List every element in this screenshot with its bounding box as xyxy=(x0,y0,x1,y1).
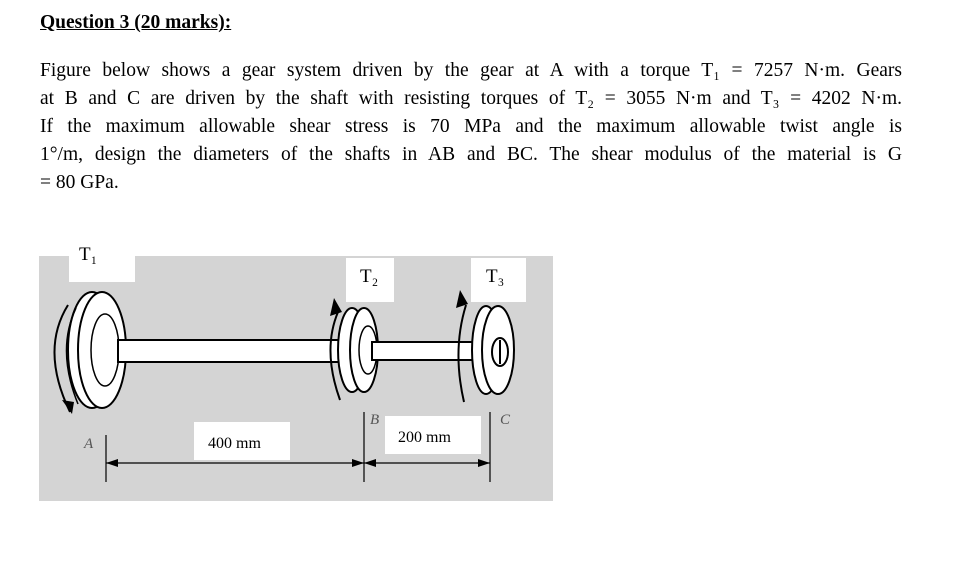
problem-line-4: 1°/m, design the diameters of the shafts in AB and BC. The shear modulus of the material is G xyxy=(40,144,902,165)
point-label-a: A xyxy=(84,436,94,452)
torque-label-t3: T₃ xyxy=(486,266,505,287)
problem-line-2: at B and C are driven by the shaft with resisting torques of T₂ = 3055 N·m and T₃ = 4202 N·m. xyxy=(40,88,902,109)
torque-label-t1: T₁ xyxy=(79,244,98,265)
point-label-b: B xyxy=(370,412,380,428)
problem-line-5: = 80 GPa. xyxy=(40,172,119,193)
dimension-label-bc: 200 mm xyxy=(398,429,451,446)
shaft-ab xyxy=(118,340,364,362)
point-label-c: C xyxy=(500,412,511,428)
torque-label-t2: T₂ xyxy=(360,266,379,287)
problem-line-3: If the maximum allowable shear stress is 70 MPa and the maximum allowable twist angle is xyxy=(40,116,902,137)
dimension-label-ab: 400 mm xyxy=(208,435,261,452)
gear-c xyxy=(472,306,514,394)
problem-line-1: Figure below shows a gear system driven by the gear at A with a torque T₁ = 7257 N·m. Gears xyxy=(40,60,902,81)
question-heading: Question 3 (20 marks): xyxy=(40,12,232,33)
